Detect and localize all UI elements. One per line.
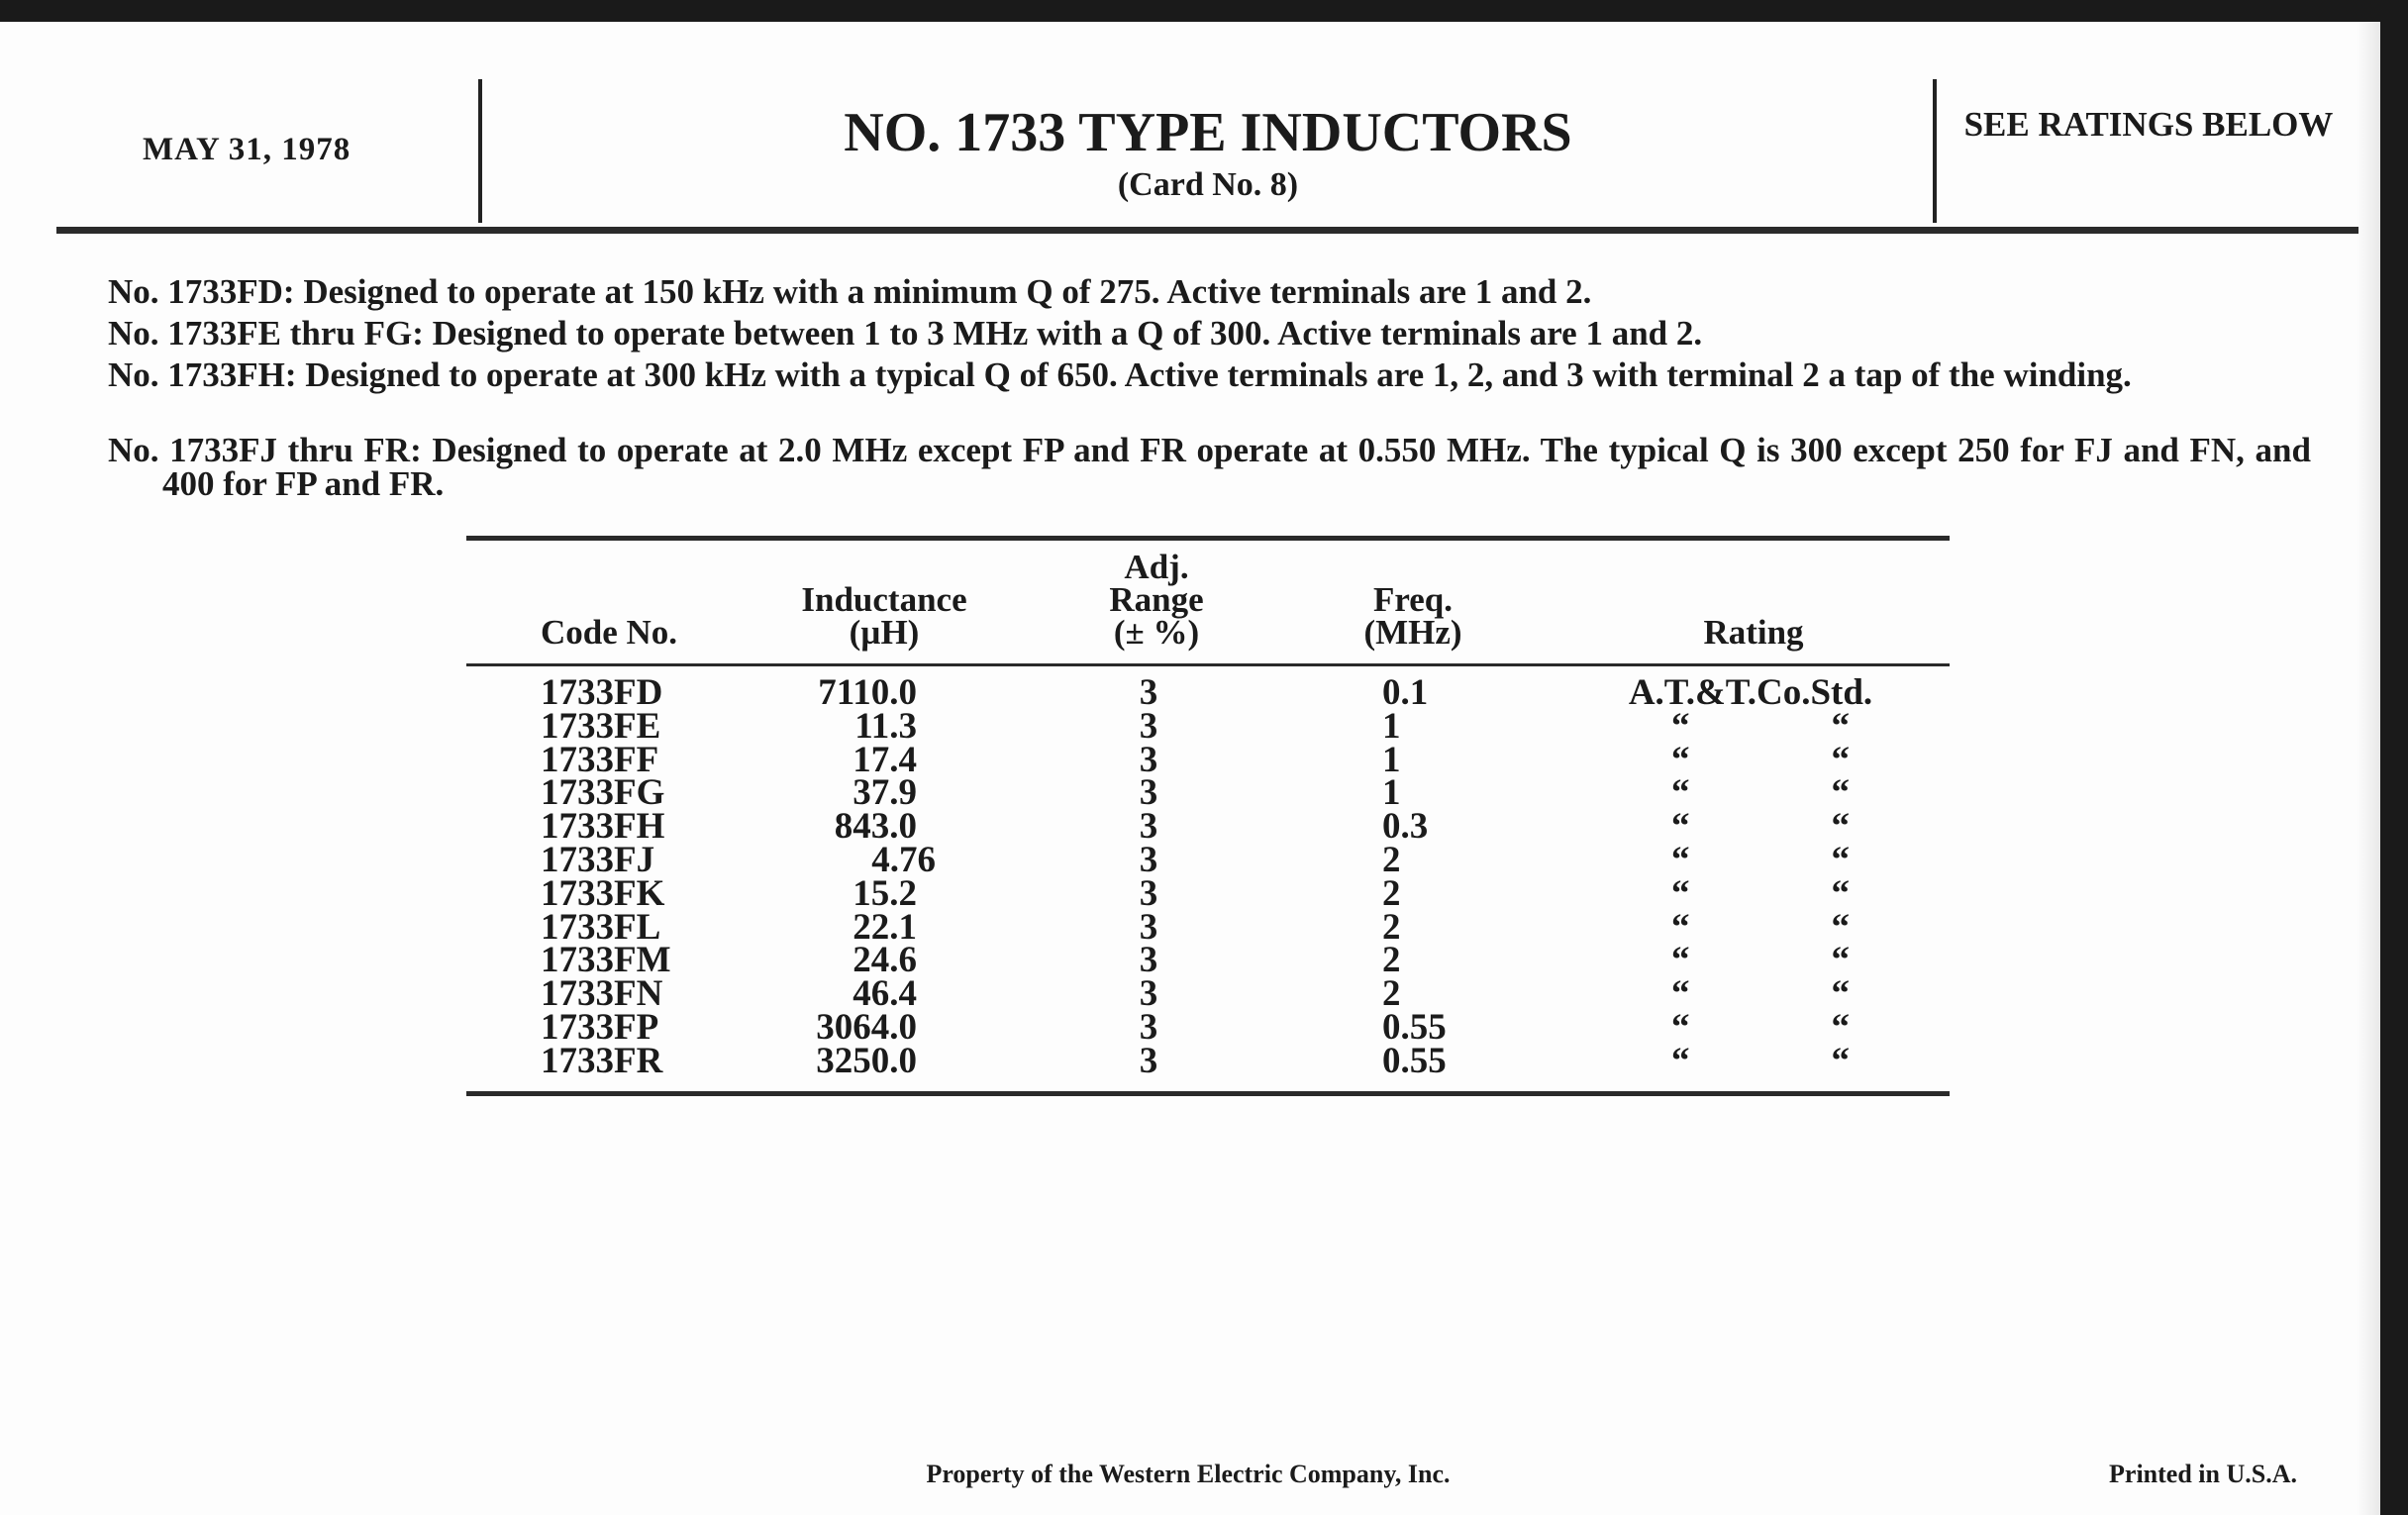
cell-adj-range: 3: [1139, 705, 1158, 747]
cell-adj-range: 3: [1139, 973, 1158, 1015]
cell-inductance: 17.4: [853, 739, 917, 780]
cell-adj-range: 3: [1139, 672, 1158, 713]
cell-rating: “ “: [1671, 806, 1850, 848]
scan-border-right: [2380, 0, 2408, 1515]
cell-code: 1733FK: [541, 872, 665, 914]
cell-code: 1733FR: [541, 1040, 663, 1081]
header-rule: [56, 227, 2358, 234]
cell-adj-range: 3: [1139, 906, 1158, 948]
cell-inductance: 7110.0: [818, 672, 917, 713]
cell-code: 1733FG: [541, 772, 665, 814]
cell-freq: 0.55: [1382, 1040, 1447, 1081]
table-top-rule: [466, 536, 1950, 541]
cell-inductance: 3064.0: [816, 1007, 917, 1048]
header-freq-line1: Freq.: [1372, 580, 1454, 619]
card-number: (Card No. 8): [1117, 166, 1299, 203]
header-freq: [1294, 580, 1532, 652]
cell-rating: “ “: [1671, 840, 1850, 880]
cell-adj-range: 3: [1139, 739, 1158, 780]
cell-inductance: 24.6: [853, 940, 917, 981]
page-title: NO. 1733 TYPE INDUCTORS: [844, 102, 1572, 163]
table-header-rule: [466, 663, 1950, 666]
cell-rating: “ “: [1671, 1007, 1850, 1048]
cell-code: 1733FH: [541, 806, 665, 848]
header-freq-line2: (MHz): [1363, 613, 1462, 652]
cell-code: 1733FF: [541, 739, 659, 780]
cell-freq: 2: [1382, 906, 1401, 948]
footer-printed: Printed in U.S.A.: [2109, 1460, 2297, 1488]
header-adj-line1: Adj.: [1124, 548, 1189, 586]
cell-freq: 2: [1382, 872, 1401, 914]
description-fj-fr: No. 1733FJ thru FR: Designed to operate at 2.0 MHz except FP and FR operate at 0.550 MHz. The typical Q is 300 except 250 for FJ and FN, and 400 for FP and FR.: [108, 431, 2311, 503]
cell-inductance: 15.2: [853, 872, 917, 914]
header-inductance-line2: (µH): [849, 613, 920, 652]
cell-code: 1733FD: [541, 672, 663, 713]
cell-code: 1733FJ: [541, 840, 655, 880]
cell-rating: “ “: [1671, 1040, 1850, 1081]
cell-freq: 1: [1382, 739, 1401, 780]
cell-rating: “ “: [1671, 906, 1850, 948]
cell-code: 1733FN: [541, 973, 663, 1015]
header-adj-range: [1038, 548, 1275, 652]
cell-inductance: 22.1: [853, 906, 917, 948]
cell-freq: 0.3: [1382, 806, 1429, 848]
footer-property: Property of the Western Electric Company, Inc.: [926, 1460, 1451, 1488]
cell-adj-range: 3: [1139, 872, 1158, 914]
header-inductance-line1: Inductance: [801, 580, 967, 619]
cell-code: 1733FE: [541, 705, 661, 747]
cell-code: 1733FP: [541, 1007, 659, 1048]
ratings-note: SEE RATINGS BELOW: [1963, 105, 2334, 144]
cell-freq: 1: [1382, 705, 1401, 747]
cell-inductance: 843.0: [834, 806, 917, 848]
scan-shadow-right: [2357, 22, 2380, 1515]
cell-rating: “ “: [1671, 739, 1850, 780]
cell-code: 1733FM: [541, 940, 671, 981]
cell-adj-range: 3: [1139, 840, 1158, 880]
header-divider-right: [1933, 79, 1937, 223]
cell-adj-range: 3: [1139, 772, 1158, 814]
description-fe-fg: No. 1733FE thru FG: Designed to operate between 1 to 3 MHz with a Q of 300. Active terminals are 1 and 2.: [108, 314, 1703, 353]
cell-freq: 2: [1382, 840, 1401, 880]
header-inductance: [765, 580, 1003, 652]
cell-inductance: 4.76: [871, 840, 936, 880]
cell-rating: “ “: [1671, 872, 1850, 914]
cell-inductance: 3250.0: [816, 1040, 917, 1081]
cell-freq: 2: [1382, 940, 1401, 981]
cell-adj-range: 3: [1139, 1040, 1158, 1081]
cell-adj-range: 3: [1139, 806, 1158, 848]
cell-adj-range: 3: [1139, 940, 1158, 981]
cell-rating: “ “: [1671, 772, 1850, 814]
header-rating: Rating: [1703, 613, 1804, 652]
cell-inductance: 11.3: [854, 705, 917, 747]
cell-adj-range: 3: [1139, 1007, 1158, 1048]
description-fd: No. 1733FD: Designed to operate at 150 kHz with a minimum Q of 275. Active terminals are 1 and 2.: [108, 272, 1592, 311]
cell-rating: “ “: [1671, 973, 1850, 1015]
cell-rating: “ “: [1671, 940, 1850, 981]
header-code: Code No.: [541, 613, 678, 652]
cell-freq: 0.1: [1382, 672, 1429, 713]
cell-freq: 0.55: [1382, 1007, 1447, 1048]
header-adj-line3: (± %): [1113, 613, 1200, 652]
table-bottom-rule: [466, 1091, 1950, 1096]
cell-rating: “ “: [1671, 705, 1850, 747]
cell-freq: 1: [1382, 772, 1401, 814]
card-date: MAY 31, 1978: [143, 132, 351, 167]
cell-inductance: 46.4: [853, 973, 917, 1015]
cell-rating: A.T.&T.Co.Std.: [1628, 672, 1873, 713]
cell-inductance: 37.9: [853, 772, 917, 814]
cell-code: 1733FL: [541, 906, 661, 948]
scan-border-top: [0, 0, 2408, 22]
description-fh: No. 1733FH: Designed to operate at 300 kHz with a typical Q of 650. Active terminals are 1, 2, and 3 with terminal 2 a tap of the winding.: [108, 355, 2132, 394]
header-adj-line2: Range: [1109, 580, 1204, 619]
cell-freq: 2: [1382, 973, 1401, 1015]
